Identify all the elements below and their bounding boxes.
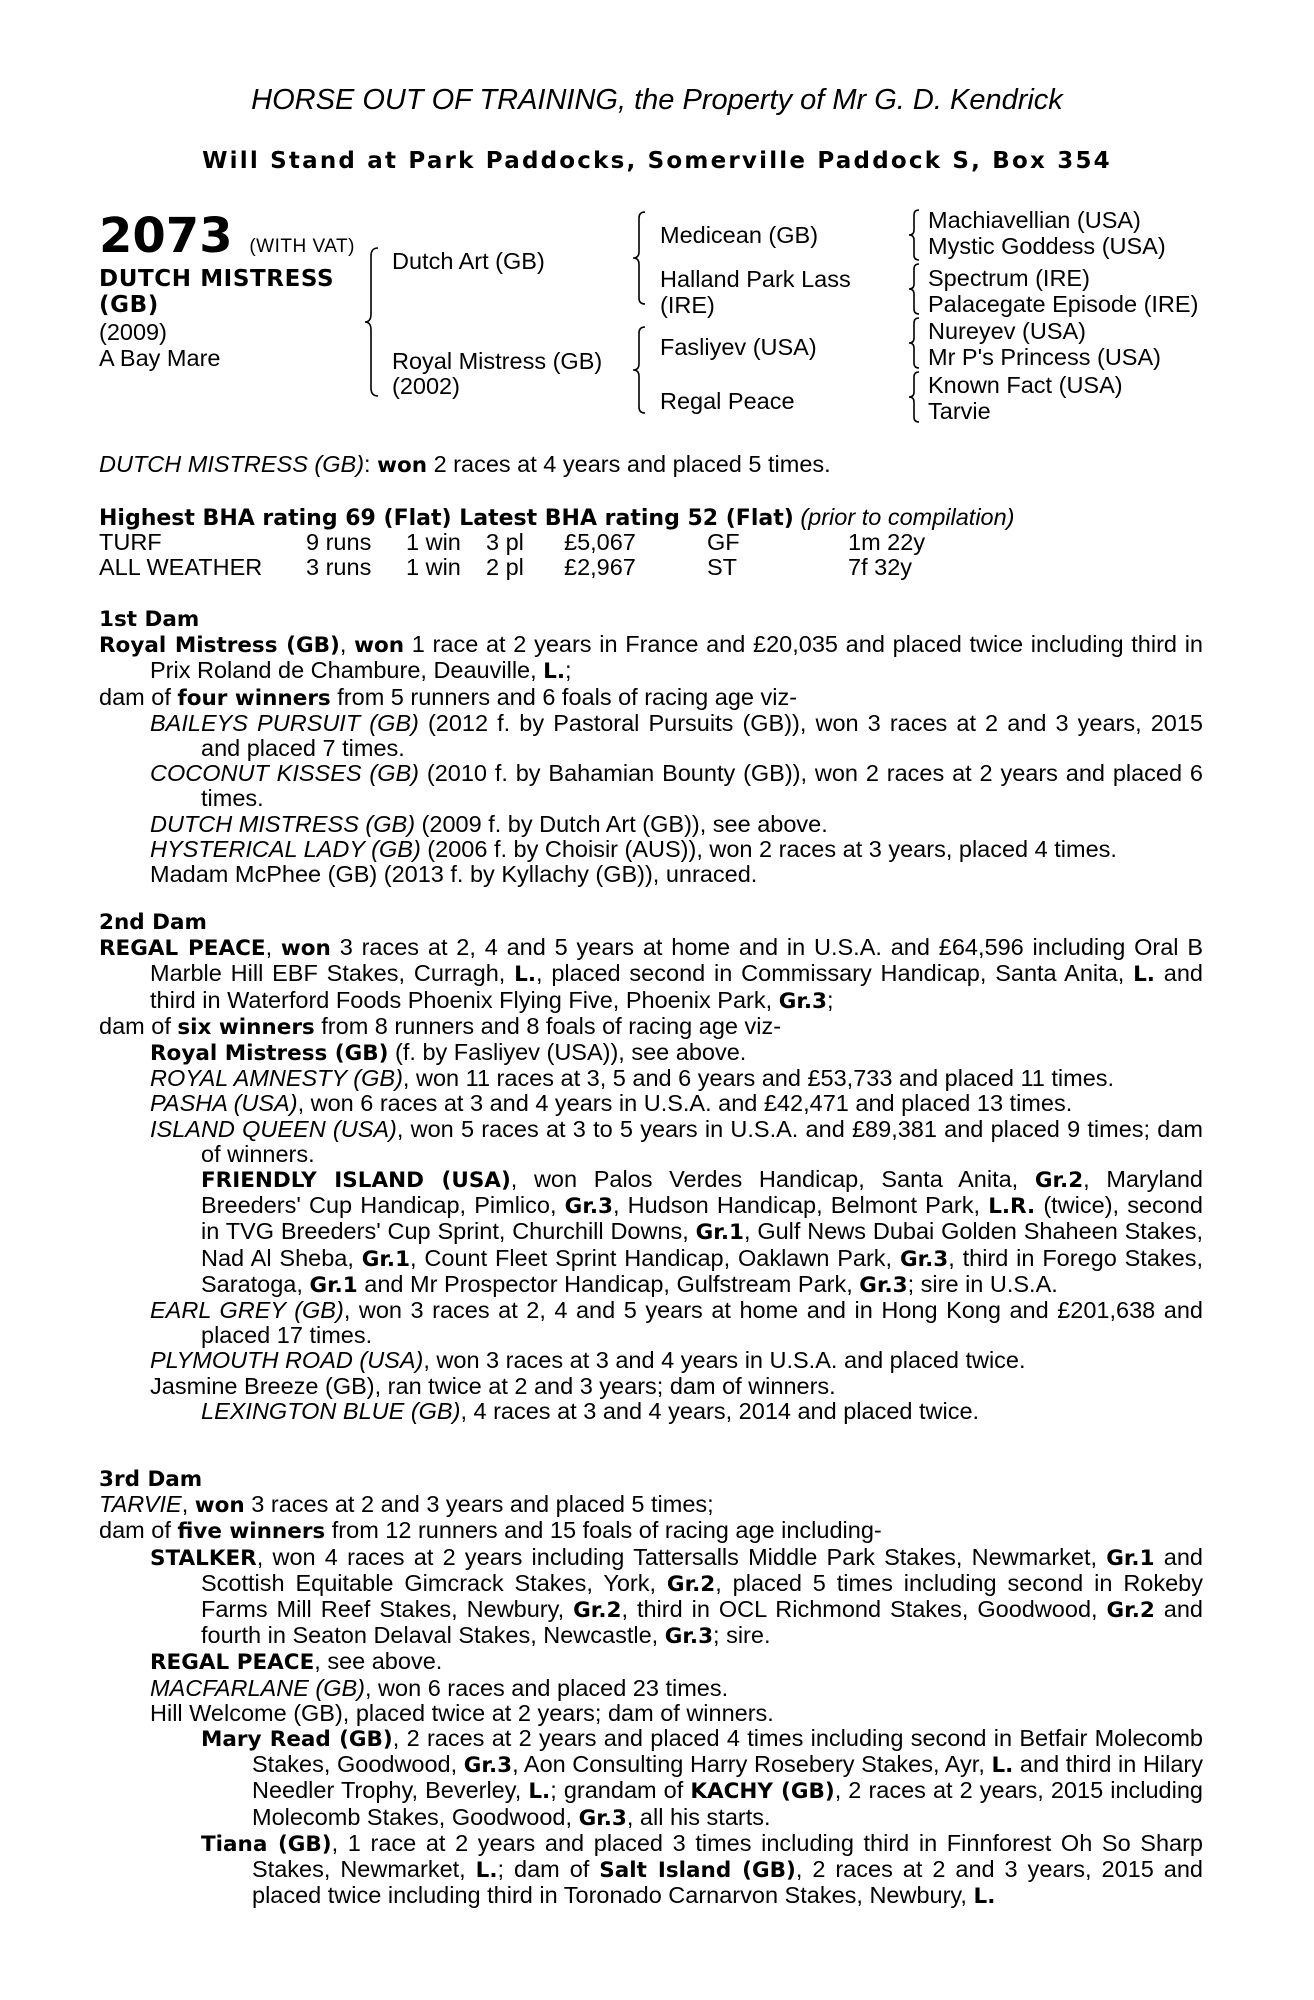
grand-offspring-name: Mary Read (GB): [201, 1727, 393, 1753]
list-item: [99, 812, 1203, 837]
offspring-text: , won 3 races at 2, 4 and 5 years at home and in Hong Kong and £201,638 and placed 17 times.: [201, 1297, 1203, 1349]
pedigree-sire-sire: Medicean (GB): [660, 222, 819, 248]
stat-placed: 3 pl: [486, 529, 524, 555]
m-text: and third in Hilary Needler Trophy, Beverley,: [252, 1751, 1203, 1804]
record-end: ;: [827, 986, 834, 1013]
sep: ,: [181, 1491, 195, 1518]
list-item: [99, 1831, 1203, 1910]
first-dam-heading: 1st Dam: [99, 607, 200, 632]
second-dam-name: REGAL PEACE: [99, 936, 266, 962]
o-text: , placed 5 times including second in Rokeby Farms Mill Reef Stakes, Newbury,: [201, 1569, 1203, 1623]
grade-label: Gr.2: [666, 1571, 716, 1597]
grade-label: Gr.2: [573, 1598, 622, 1624]
offspring-text: (2012 f. by Pastoral Pursuits (GB)), won 3 races at 2 and 3 years, 2015 and placed 7 times.: [201, 709, 1204, 762]
first-dam-record: [99, 632, 1203, 684]
race-stats-table: [99, 530, 925, 580]
pedigree-sire-dam-line2: (IRE): [660, 292, 715, 318]
second-dam-heading: 2nd Dam: [99, 910, 207, 935]
table-row: [99, 530, 925, 555]
gc-text: and Mr Prospector Handicap, Gulfstream Park,: [357, 1270, 860, 1297]
stat-runs: 3 runs: [306, 554, 372, 580]
gc-text: , Gulf News Dubai Golden Shaheen Stakes, Nad Al Sheba,: [201, 1218, 1203, 1271]
offspring-name: ROYAL AMNESTY (GB): [150, 1065, 403, 1092]
grand-offspring-name: FRIENDLY ISLAND (USA): [201, 1168, 511, 1194]
offspring-text: , see above.: [314, 1648, 443, 1675]
record-text: , placed second in Commissary Handicap, Santa Anita,: [536, 960, 1134, 987]
offspring-text: (f. by Fasliyev (USA)), see above.: [388, 1039, 747, 1066]
offspring-name: ISLAND QUEEN (USA): [150, 1115, 397, 1142]
grade-label: Gr.3: [664, 1624, 714, 1650]
gc-text: , third in Forego Stakes, Saratoga,: [201, 1244, 1203, 1297]
pedigree-dam-line2: (2002): [392, 373, 460, 399]
record-text: and third in Waterford Foods Phoenix Flying Five, Phoenix Park,: [150, 960, 1203, 1013]
list-item: [99, 1167, 1203, 1298]
won-label: won: [280, 936, 331, 962]
offspring-name: PASHA (USA): [150, 1090, 298, 1117]
o-text: and fourth in Seaton Delaval Stakes, Newcastle,: [201, 1596, 1203, 1649]
m-text: , Aon Consulting Harry Rosebery Stakes, Ayr,: [512, 1751, 992, 1778]
third-dam-record: [99, 1492, 1203, 1518]
m-text: , 2 races at 2 years and placed 4 times including second in Betfair Molecomb Stakes, Goodwood,: [252, 1725, 1203, 1778]
offspring-text: (2010 f. by Bahamian Bounty (GB)), won 2 races at 2 years and placed 6 times.: [201, 760, 1203, 812]
offspring-name: EARL GREY (GB): [150, 1297, 344, 1324]
pedigree-g2: Mystic Goddess (USA): [928, 233, 1166, 259]
race-summary: [99, 452, 831, 478]
offspring-text: , won 6 races at 3 and 4 years in U.S.A. and £42,471 and placed 13 times.: [297, 1090, 1073, 1117]
list-item: Madam McPhee (GB) (2013 f. by Kyllachy (GB)), unraced.: [150, 861, 758, 888]
grade-label: Gr.1: [695, 1220, 744, 1246]
list-item: [99, 1298, 1203, 1348]
stat-wins: 1 win: [406, 554, 461, 580]
lot-number: [99, 210, 355, 273]
grade-label: Gr.1: [309, 1272, 358, 1298]
grade-label: L.: [475, 1858, 498, 1884]
grade-label: L.: [973, 1884, 996, 1910]
offspring-text: (2009 f. by Dutch Art (GB)), see above.: [415, 810, 828, 837]
list-item: [99, 1117, 1203, 1167]
grand-offspring-name: Tiana (GB): [201, 1831, 332, 1857]
produce-winners: six winners: [177, 1014, 315, 1040]
offspring-text: , won 3 races at 3 and 4 years in U.S.A. and placed twice.: [423, 1347, 1026, 1374]
pedigree-brace-dam: [628, 325, 650, 415]
grade-label: Gr.1: [1106, 1545, 1155, 1571]
stat-wins: 1 win: [406, 529, 461, 555]
pedigree-g4: Palacegate Episode (IRE): [928, 291, 1199, 317]
stat-runs: 9 runs: [306, 529, 372, 555]
grade-label: L.: [528, 1779, 551, 1805]
pedigree-brace-g2: [904, 262, 924, 316]
offspring-name: COCONUT KISSES (GB): [150, 760, 420, 787]
record-end: ;: [565, 657, 572, 684]
offspring-name: MACFARLANE (GB): [150, 1674, 365, 1701]
pedigree-g3: Spectrum (IRE): [928, 265, 1090, 291]
grade-label: Gr.3: [899, 1246, 949, 1272]
second-dam-record: [99, 935, 1203, 1014]
list-item: [99, 1726, 1203, 1831]
summary-rest: 2 races at 4 years and placed 5 times.: [427, 451, 831, 477]
ratings-bold: Highest BHA rating 69 (Flat) Latest BHA rating 52 (Flat): [99, 506, 794, 531]
sale-header-title: HORSE OUT OF TRAINING, the Property of Mr G. D. Kendrick: [251, 84, 1063, 116]
grade-label: Gr.2: [1034, 1168, 1084, 1194]
gc-text: , Maryland Breeders' Cup Handicap, Pimlico,: [201, 1166, 1203, 1219]
t-text: , 1 race at 2 years and placed 3 times including third in Finnforest Oh So Sharp Stakes, Newmarket,: [252, 1829, 1204, 1883]
gc-text: , Count Fleet Sprint Handicap, Oaklawn Park,: [410, 1244, 900, 1271]
offspring-text: , 4 races at 3 and 4 years, 2014 and placed twice.: [460, 1397, 980, 1424]
gc-text: ; sire in U.S.A.: [907, 1270, 1058, 1297]
stat-prize: £2,967: [564, 554, 636, 580]
grand-offspring-name: LEXINGTON BLUE (GB): [201, 1397, 461, 1424]
stand-location: Will Stand at Park Paddocks, Somerville Paddock S, Box 354: [202, 148, 1112, 174]
vat-note: (WITH VAT): [249, 236, 355, 257]
pedigree-g6: Mr P's Princess (USA): [928, 344, 1161, 370]
pedigree-brace-g1: [904, 208, 924, 262]
list-item: [99, 1545, 1203, 1650]
list-item: [99, 837, 1203, 862]
table-row: [99, 555, 925, 580]
o-text: ; sire.: [713, 1622, 771, 1649]
list-item: Hill Welcome (GB), placed twice at 2 years; dam of winners.: [150, 1699, 774, 1726]
stat-surface: TURF: [99, 529, 162, 555]
offspring-name: DUTCH MISTRESS (GB): [150, 810, 416, 837]
pedigree-brace-parents: [360, 246, 384, 398]
bha-ratings: [99, 505, 1015, 531]
offspring-name: Royal Mistress (GB): [150, 1041, 389, 1067]
list-item: [99, 1676, 1203, 1701]
list-item: [99, 1091, 1203, 1116]
won-label: won: [194, 1493, 245, 1519]
won-label: won: [354, 633, 405, 659]
summary-won: won: [377, 453, 428, 478]
record-text: 3 races at 2 and 3 years and placed 5 times;: [244, 1491, 714, 1518]
grade-label: KACHY (GB): [690, 1779, 835, 1805]
horse-name-line1: DUTCH MISTRESS: [99, 266, 335, 292]
pedigree-dam-line1: Royal Mistress (GB): [392, 348, 603, 374]
grade-label: L.R.: [988, 1194, 1036, 1220]
produce-text-c: from 12 runners and 15 foals of racing age including-: [325, 1517, 882, 1544]
summary-colon: :: [364, 451, 378, 477]
grade-label: Salt Island (GB): [599, 1858, 796, 1884]
stat-distance: 7f 32y: [848, 554, 913, 580]
grade-label: Gr.3: [859, 1272, 908, 1298]
offspring-text: , won 11 races at 3, 5 and 6 years and £53,733 and placed 11 times.: [402, 1065, 1115, 1092]
list-item: [99, 1649, 1203, 1675]
offspring-name: BAILEYS PURSUIT (GB): [150, 709, 419, 736]
offspring-name: STALKER: [150, 1545, 257, 1571]
produce-winners: four winners: [177, 685, 331, 711]
produce-winners: five winners: [177, 1519, 326, 1545]
pedigree-g8: Tarvie: [928, 398, 991, 424]
offspring-name: REGAL PEACE: [150, 1650, 315, 1676]
m-text: , 2 races at 2 years, 2015 including Molecomb Stakes, Goodwood,: [252, 1777, 1203, 1830]
m-text: , all his starts.: [626, 1803, 771, 1830]
first-dam-produce-summary: [99, 685, 1203, 711]
m-text: ; grandam of: [550, 1777, 691, 1804]
t-text: , 2 races at 2 and 3 years, 2015 and placed twice including third in Toronado Carnarvon Stakes, Newbury,: [252, 1856, 1203, 1909]
gc-text: , Hudson Handicap, Belmont Park,: [612, 1192, 989, 1219]
t-text: ; dam of: [497, 1856, 600, 1883]
grade-label: Gr.3: [578, 1805, 627, 1831]
stat-surface: ALL WEATHER: [99, 554, 263, 580]
stat-placed: 2 pl: [486, 554, 524, 580]
list-item: [99, 1399, 1203, 1424]
grade-label: L.: [1133, 962, 1155, 988]
o-text: , won 4 races at 2 years including Tattersalls Middle Park Stakes, Newmarket,: [256, 1543, 1107, 1570]
pedigree-dam-dam: Regal Peace: [660, 388, 795, 414]
lot-number-value: 2073: [99, 208, 233, 264]
sep: ,: [339, 631, 355, 658]
o-text: and Scottish Equitable Gimcrack Stakes, York,: [201, 1543, 1203, 1596]
o-text: , third in OCL Richmond Stakes, Goodwood,: [621, 1596, 1107, 1623]
stat-distance: 1m 22y: [848, 529, 926, 555]
pedigree-brace-g4: [904, 370, 924, 424]
grade-label: L.: [543, 659, 566, 685]
grade-label: Gr.1: [361, 1246, 411, 1272]
pedigree-brace-sire: [628, 210, 650, 306]
stat-going: GF: [707, 529, 740, 555]
offspring-name: HYSTERICAL LADY (GB): [150, 835, 421, 862]
pedigree-brace-g3: [904, 316, 924, 370]
grade-label: L.: [514, 962, 536, 988]
offspring-text: , won 6 races and placed 23 times.: [365, 1674, 729, 1701]
ratings-note: (prior to compilation): [793, 504, 1015, 530]
list-item: [99, 1348, 1203, 1373]
pedigree-g1: Machiavellian (USA): [928, 207, 1141, 233]
horse-foaling-year: (2009): [99, 319, 167, 345]
list-item: [99, 711, 1203, 761]
produce-text-a: dam of: [99, 1517, 178, 1544]
horse-name-line2: (GB): [99, 292, 159, 318]
record-text: 3 races at 2, 4 and 5 years at home and in U.S.A. and £64,596 including Oral B Marble Hill EBF Stakes, Curragh,: [150, 934, 1204, 987]
third-dam-name: TARVIE: [99, 1491, 182, 1518]
third-dam-section: [99, 1467, 1203, 1909]
list-item: Jasmine Breeze (GB), ran twice at 2 and 3 years; dam of winners.: [150, 1372, 836, 1399]
grade-label: Gr.3: [564, 1194, 613, 1220]
list-item: [99, 1066, 1203, 1091]
pedigree-g5: Nureyev (USA): [928, 318, 1087, 344]
list-item: [99, 761, 1203, 811]
horse-description: A Bay Mare: [99, 345, 221, 371]
second-dam-produce-summary: [99, 1014, 1203, 1040]
summary-horse-name: DUTCH MISTRESS (GB): [99, 451, 365, 477]
gc-text: , won Palos Verdes Handicap, Santa Anita,: [510, 1166, 1035, 1193]
pedigree-g7: Known Fact (USA): [928, 372, 1123, 398]
third-dam-produce-summary: [99, 1518, 1203, 1544]
produce-text-a: dam of: [99, 683, 178, 710]
second-dam-section: [99, 910, 1203, 1424]
offspring-text: , won 5 races at 3 to 5 years in U.S.A. and £89,381 and placed 9 times; dam of winners.: [201, 1115, 1203, 1167]
grade-label: Gr.3: [778, 988, 827, 1014]
record-text: 1 race at 2 years in France and £20,035 and placed twice including third in Prix Roland de Chambure, Deauville,: [150, 631, 1203, 684]
produce-text-c: from 8 runners and 8 foals of racing age viz-: [314, 1012, 782, 1039]
produce-text-c: from 5 runners and 6 foals of racing age viz-: [330, 683, 798, 710]
pedigree-sire-dam-line1: Halland Park Lass: [660, 266, 851, 292]
produce-text-a: dam of: [99, 1012, 178, 1039]
offspring-text: (2006 f. by Choisir (AUS)), won 2 races at 3 years, placed 4 times.: [420, 835, 1117, 862]
grade-label: Gr.3: [463, 1753, 513, 1779]
grade-label: Gr.2: [1106, 1598, 1155, 1624]
grade-label: L.: [991, 1753, 1014, 1779]
pedigree-sire: Dutch Art (GB): [392, 248, 545, 274]
list-item: [99, 1040, 1203, 1066]
pedigree-dam-sire: Fasliyev (USA): [660, 334, 817, 360]
first-dam-name: Royal Mistress (GB): [99, 633, 340, 659]
sep: ,: [265, 934, 281, 961]
stat-prize: £5,067: [564, 529, 636, 555]
first-dam-section: [99, 607, 1203, 887]
stat-going: ST: [707, 554, 738, 580]
third-dam-heading: 3rd Dam: [99, 1467, 203, 1492]
gc-text: (twice), second in TVG Breeders' Cup Sprint, Churchill Downs,: [201, 1192, 1204, 1245]
offspring-name: PLYMOUTH ROAD (USA): [150, 1347, 424, 1374]
